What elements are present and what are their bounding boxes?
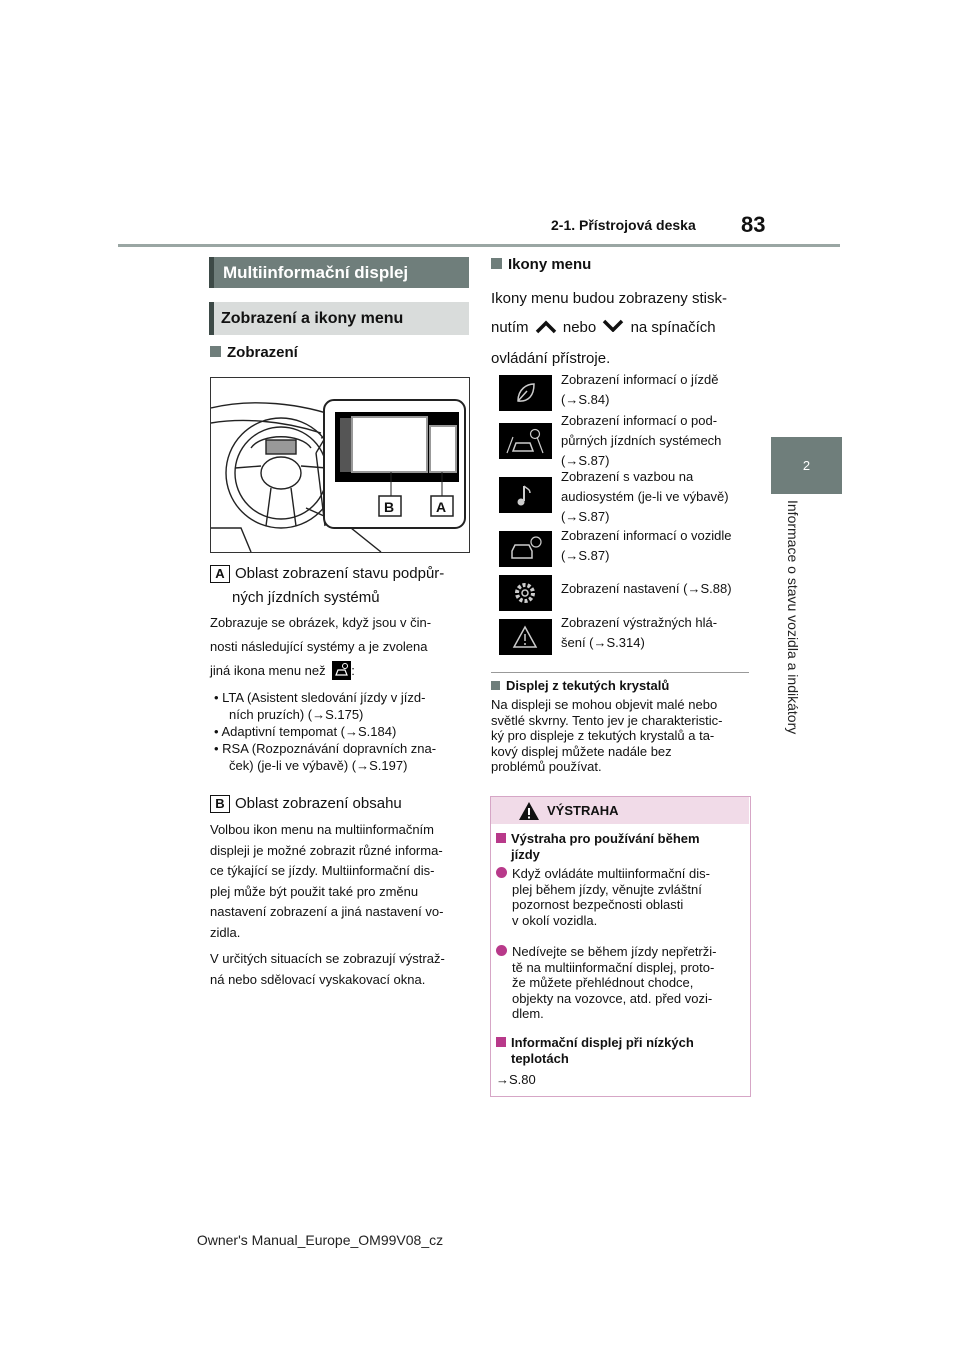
car-info-icon (499, 531, 552, 567)
divider (491, 672, 749, 673)
menu-item-text: Zobrazení informací o pod- půrných jízdních systémech (→S.87) (561, 413, 722, 468)
label-b-badge: B (210, 795, 230, 813)
chapter-tab (771, 437, 842, 494)
header-rule (118, 244, 840, 247)
page-number: 83 (741, 212, 766, 237)
square-bullet-icon (491, 258, 502, 269)
item-a-text: Zobrazuje se obrázek, když jsou v čin- nosti následující systémy a je zvolena jiná ikona menu než : (210, 615, 432, 678)
lcd-text: Na displeji se mohou objevit malé nebo světlé skvrny. Tento jev je charakteristic- ký pro displeje z tekutých krystalů a ta- kový displej můžete nadále bez problémů používat. (491, 697, 723, 774)
menu-intro: Ikony menu budou zobrazeny stisk- nutím nebo na spínačích ovládání přístroje. (491, 290, 727, 367)
music-note-icon (499, 477, 552, 513)
menu-item-text: Zobrazení výstražných hlá- šení (→S.314) (561, 615, 718, 650)
chevron-up-icon (533, 315, 559, 344)
chevron-down-icon (600, 313, 626, 342)
menu-item-text: Zobrazení s vazbou na audiosystém (je-li ve výbavě) (→S.87) (561, 469, 729, 524)
figure-label-a: A (436, 499, 447, 515)
warning-page-ref: →S.80 (496, 1072, 536, 1087)
item-a-bullets (214, 689, 472, 774)
heading-zobrazeni: Zobrazení (210, 344, 298, 361)
warning-dot1: Když ovládáte multiinformační dis- plej během jízdy, věnujte zvláštní pozornost bezpečnosti oblasti v okolí vozidla. (496, 866, 746, 928)
chapter-number: 2 (802, 458, 811, 473)
item-a-title: A Oblast zobrazení stavu podpůr- ných jízdních systémů (210, 562, 472, 610)
list-item: • Adaptivní tempomat (→S.184) (214, 724, 397, 739)
driver-assist-icon (332, 661, 351, 680)
item-b-text: Volbou ikon menu na multiinformačním displeji je možné zobrazit různé informa- ce týkající se jízdy. Multiinformační dis- plej může být použit také pro změnu nastavení zobrazení a jiná nastavení vo- zidla. V určitých situacích se zobrazují výstraž- ná nebo sdělovací vyskakovací okna. (210, 822, 445, 987)
warning-sub1: Výstraha pro používání během jízdy (496, 831, 746, 862)
warning-sub2: Informační displej při nízkých teplotách (496, 1035, 746, 1066)
dashboard-illustration (211, 378, 469, 552)
list-item: • LTA (Asistent sledování jízdy v jízd- ních pruzích) (→S.175) (214, 690, 426, 722)
square-bullet-icon (496, 1037, 506, 1047)
item-b-title: B Oblast zobrazení obsahu (210, 792, 472, 816)
round-bullet-icon (496, 867, 507, 878)
warning-title: VÝSTRAHA (547, 803, 619, 818)
gear-icon (499, 575, 552, 611)
menu-item-text: Zobrazení informací o vozidle (→S.87) (561, 528, 732, 563)
label-a-badge: A (210, 565, 230, 583)
warning-triangle-icon (518, 801, 540, 821)
figure-label-b: B (384, 499, 395, 515)
square-bullet-icon (491, 681, 500, 690)
section-title: 2-1. Přístrojová deska (551, 217, 696, 233)
square-bullet-icon (210, 346, 221, 357)
square-bullet-icon (496, 833, 506, 843)
list-item: • RSA (Rozpoznávání dopravních zna- ček) (je-li ve výbavě) (→S.197) (214, 741, 437, 773)
menu-item-text: Zobrazení nastavení (→S.88) (561, 581, 732, 596)
warning-triangle-icon (499, 619, 552, 655)
driver-assist-icon (499, 423, 552, 459)
chapter-title: Informace o stavu vozidla a indikátory (785, 500, 801, 735)
footer-text: Owner's Manual_Europe_OM99V08_cz (196, 1232, 444, 1248)
dashboard-figure (210, 377, 470, 553)
round-bullet-icon (496, 945, 507, 956)
heading-menu-icons: Ikony menu (491, 256, 591, 273)
lcd-heading: Displej z tekutých krystalů (491, 678, 669, 693)
main-banner: Multiinformační displej (209, 257, 469, 288)
sub-banner: Zobrazení a ikony menu (209, 302, 469, 335)
warning-dot2: Nedívejte se během jízdy nepřetrži- tě na multiinformační displej, proto- že můžete přehlédnout chodce, objekty na vozovce, atd. před vozi- dlem. (496, 944, 746, 1022)
menu-item-text: Zobrazení informací o jízdě (→S.84) (561, 372, 719, 407)
leaf-icon (499, 375, 552, 411)
